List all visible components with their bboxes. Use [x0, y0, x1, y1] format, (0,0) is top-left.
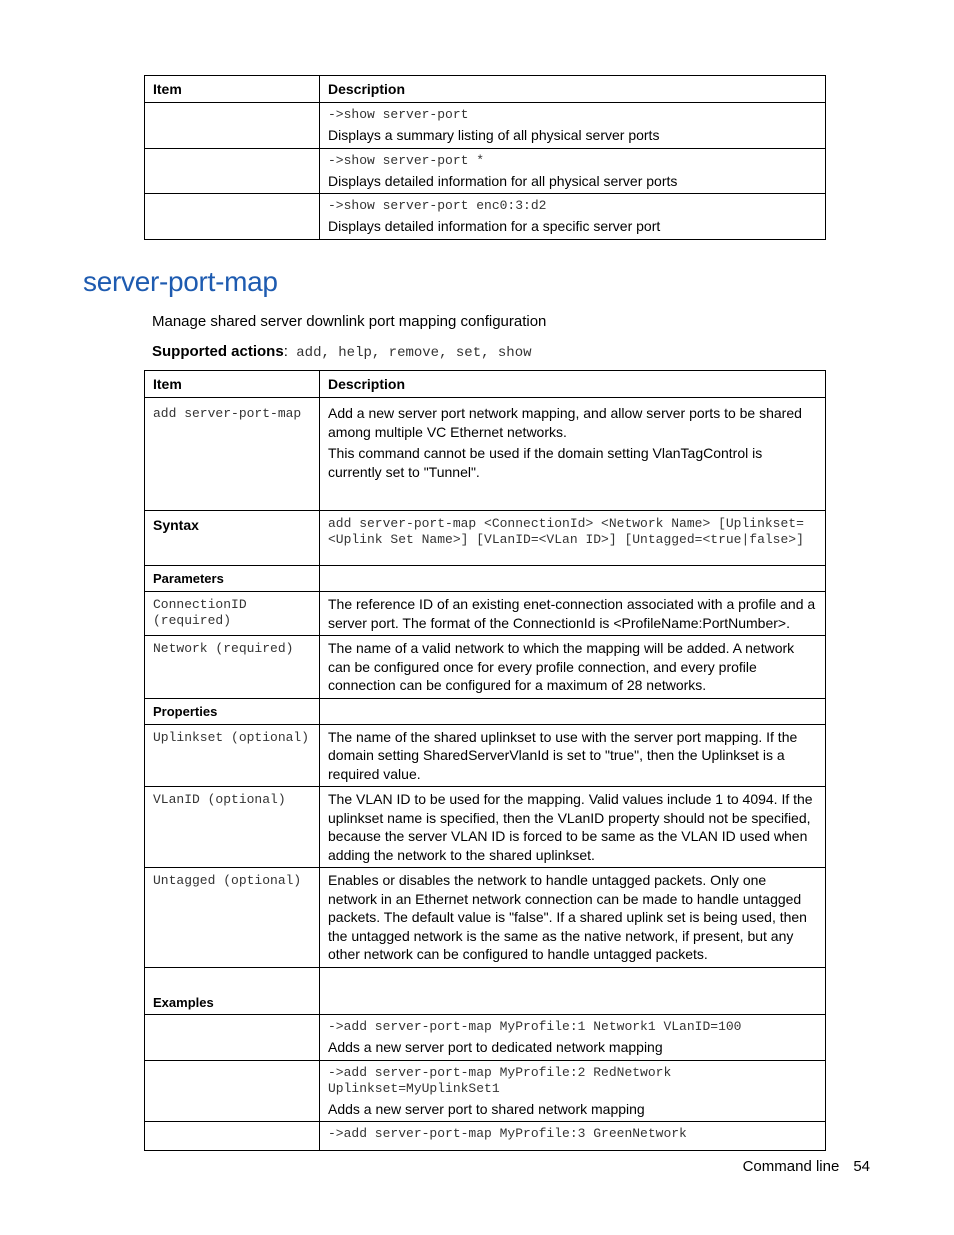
item-cell: add server-port-map	[145, 398, 320, 511]
example-description: Displays a summary listing of all physical server ports	[328, 127, 660, 143]
item-cell	[145, 1015, 320, 1061]
syntax-label: Syntax	[145, 511, 320, 566]
supported-actions-colon: :	[283, 343, 288, 360]
add-note: This command cannot be used if the domain setting VlanTagControl is currently set to "Tunnel".	[328, 445, 763, 480]
example-command: ->add server-port-map MyProfile:1 Network1 VLanID=100	[328, 1019, 742, 1034]
parameter-description: The reference ID of an existing enet-connection associated with a profile and a server port. The format of the ConnectionId is <ProfileName:PortNumber>.	[320, 592, 826, 636]
parameters-label: Parameters	[145, 566, 320, 592]
property-description: The name of the shared uplinkset to use with the server port mapping. If the domain setting SharedServerVlanId is set to "true", then the Uplinkset is a required value.	[320, 724, 826, 787]
example-command: ->show server-port enc0:3:d2	[328, 198, 547, 213]
table-row	[145, 194, 826, 240]
item-cell	[145, 103, 320, 149]
example-command: ->add server-port-map MyProfile:2 RedNetwork Uplinkset=MyUplinkSet1	[328, 1064, 672, 1096]
section-title: server-port-map	[83, 266, 278, 297]
example-description: Adds a new server port to dedicated network mapping	[328, 1039, 663, 1055]
table-row	[145, 148, 826, 194]
item-cell	[145, 1060, 320, 1122]
section-intro: Manage shared server downlink port mapping configuration	[152, 313, 547, 330]
property-name: Untagged (optional)	[145, 868, 320, 968]
page-footer	[743, 1158, 870, 1175]
page-number: 54	[853, 1158, 870, 1175]
syntax-value: add server-port-map <ConnectionId> <Network Name> [Uplinkset=<Uplink Set Name>] [VLanID=<VLan ID>] [Untagged=<true|false>]	[320, 511, 826, 566]
table-row	[145, 1060, 826, 1122]
description-header: Description	[320, 76, 826, 103]
parameter-name: Network (required)	[145, 636, 320, 699]
table-row	[145, 1015, 826, 1061]
property-description: The VLAN ID to be used for the mapping. Valid values include 1 to 4094. If the uplinkset name is specified, then the VLanID property should not be specified, because the server VLAN ID is forced to be same as the VLAN ID used when adding the network to the shared uplinkset.	[320, 787, 826, 868]
property-description: Enables or disables the network to handle untagged packets. Only one network in an Ethernet network connection can be made to handle untagged packets. The default value is "false". If a shared uplink set is being used, then the untagged network is the same as the native network, if present, but any other network can be configured to handle untagged packets.	[320, 868, 826, 968]
item-cell	[145, 148, 320, 194]
table-row	[145, 724, 826, 787]
example-command: ->show server-port	[328, 107, 469, 122]
item-cell	[145, 194, 320, 240]
example-description: Displays detailed information for a specific server port	[328, 218, 661, 234]
description-cell	[320, 398, 826, 511]
table-row	[145, 592, 826, 636]
table-row	[145, 968, 826, 1015]
table-header-row	[145, 76, 826, 103]
show-server-port-examples-table	[144, 75, 826, 240]
table-row	[145, 566, 826, 592]
example-command: ->add server-port-map MyProfile:3 GreenNetwork	[328, 1126, 687, 1141]
example-description: Adds a new server port to shared network mapping	[328, 1100, 645, 1117]
item-header: Item	[145, 76, 320, 103]
parameter-description: The name of a valid network to which the mapping will be added. A network can be configured once for every profile connection, and every profile connection can be configured for a maximum of 28 networks.	[320, 636, 826, 699]
description-cell	[320, 1015, 826, 1061]
table-row	[145, 103, 826, 149]
description-header: Description	[320, 371, 826, 398]
item-header: Item	[145, 371, 320, 398]
footer-section: Command line	[742, 1158, 840, 1175]
description-cell	[320, 566, 826, 592]
table-row	[145, 511, 826, 566]
parameter-name: ConnectionID (required)	[145, 592, 320, 636]
table-row	[145, 787, 826, 868]
server-port-map-table	[144, 370, 826, 1151]
item-cell	[145, 1122, 320, 1151]
supported-actions-value: add, help, remove, set, show	[287, 345, 532, 361]
properties-label: Properties	[145, 698, 320, 724]
table-row	[145, 868, 826, 968]
description-cell	[320, 968, 826, 1015]
description-cell	[320, 1060, 826, 1122]
examples-label: Examples	[145, 968, 320, 1015]
property-name: VLanID (optional)	[145, 787, 320, 868]
example-command: ->show server-port *	[328, 152, 485, 168]
description-cell	[320, 698, 826, 724]
table-row	[145, 1122, 826, 1151]
table-row	[145, 636, 826, 699]
description-cell	[320, 194, 826, 240]
description-cell	[320, 148, 826, 194]
supported-actions	[152, 343, 532, 361]
property-name: Uplinkset (optional)	[145, 724, 320, 787]
example-description: Displays detailed information for all physical server ports	[328, 172, 678, 189]
table-row	[145, 398, 826, 511]
table-row	[145, 698, 826, 724]
description-cell	[320, 103, 826, 149]
description-cell	[320, 1122, 826, 1151]
supported-actions-label: Supported actions	[152, 343, 284, 360]
add-description: Add a new server port network mapping, and allow server ports to be shared among multiple VC Ethernet networks.	[328, 405, 802, 440]
table-header-row	[145, 371, 826, 398]
